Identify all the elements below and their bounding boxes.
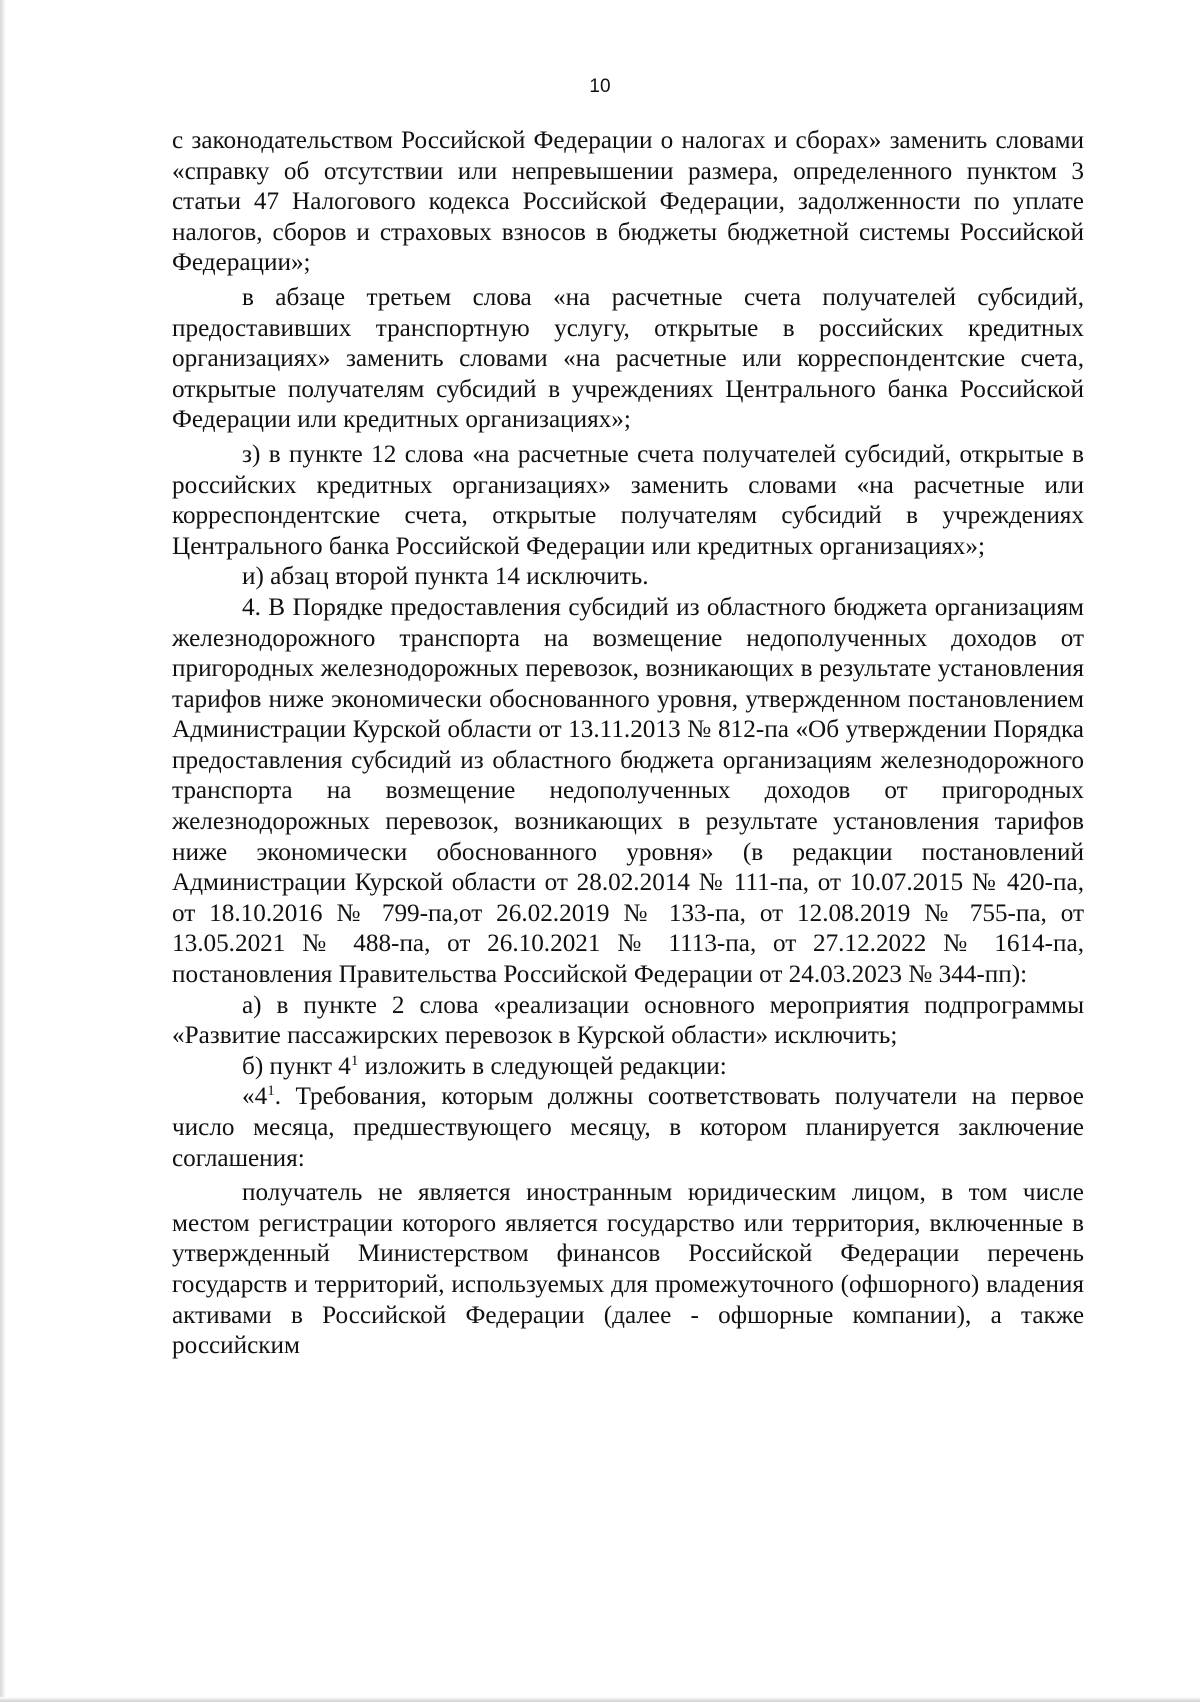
paragraph: с законодательством Российской Федерации о налогах и сборах» заменить словами «справку об отсутствии или непревышении размера, определенного пунктом 3 статьи 47 Налогового кодекса Российской Федерации, задолженности по уплате налогов, сборов и страховых взносов в бюджеты бюджетной системы Российской Федерации»; (172, 127, 1084, 277)
paragraph: и) абзац второй пункта 14 исключить. (242, 563, 649, 591)
paragraph: 4. В Порядке предоставления субсидий из областного бюджета организациям железнодорожного транспорта на возмещение недополученных доходов от пригородных железнодорожных перевозок, возникающих в результате установления тарифов ниже экономически обоснованного уровня, утвержденном постановлением Администрации Курской области от 13.11.2013 № 812-па «Об утверждении Порядка предоставления субсидий из областного бюджета организациям железнодорожного транспорта на возмещение недополученных доходов от пригородных железнодорожных перевозок, возникающих в результате установления тарифов ниже экономически обоснованного уровня» (в редакции постановлений Администрации Курской области от 28.02.2014 № 111-па, от 10.07.2015 № 420-па, от 18.10.2016 № 799-па,от 26.02.2019 № 133-па, от 12.08.2019 № 755-па, от 13.05.2021 № 488-па, от 26.10.2021 № 1113-па, от 27.12.2022 № 1614-па, постановления Правительства Российской Федерации от 24.03.2023 № 344-пп): (172, 593, 1084, 989)
scan-bottom-edge (0, 1697, 1200, 1702)
paragraph: а) в пункте 2 слова «реализации основного мероприятия подпрограммы «Развитие пассажирских перевозок в Курской области» исключить; (172, 991, 1084, 1050)
paragraph (172, 1052, 1084, 1083)
text-run: «4 (242, 1083, 268, 1111)
text-run: б) пункт 4 (242, 1052, 351, 1080)
superscript: 1 (267, 1083, 275, 1100)
paragraph: получатель не является иностранным юридическим лицом, в том числе местом регистрации которого является государство или территория, включенные в утвержденный Министерством финансов Российской Федерации перечень государств и территорий, используемых для промежуточного (офшорного) владения активами в Российской Федерации (далее - офшорные компании), а также российским (172, 1179, 1084, 1360)
paragraph: з) в пункте 12 слова «на расчетные счета получателей субсидий, открытые в российских кредитных организациях» заменить словами «на расчетные или корреспондентские счета, открытые получателям субсидий в учреждениях Центрального банка Российской Федерации или кредитных организациях»; (172, 440, 1084, 560)
scan-left-edge (0, 0, 6, 1702)
page-number: 10 (589, 76, 611, 97)
superscript: 1 (350, 1052, 359, 1069)
paragraph (172, 1082, 1084, 1174)
paragraph: в абзаце третьем слова «на расчетные счета получателей субсидий, предоставивших транспортную услугу, открытые в российских кредитных организациях» заменить словами «на расчетные или корреспондентские счета, открытые получателям субсидий в учреждениях Центрального банка Российской Федерации или кредитных организациях»; (172, 283, 1084, 434)
text-run: изложить в следующей редакции: (358, 1052, 727, 1080)
text-run: . Требования, которым должны соответствовать получатели на первое число месяца, предшествующего месяцу, в котором планируется заключение соглашения: (172, 1083, 1084, 1172)
document-body (172, 126, 1084, 1362)
